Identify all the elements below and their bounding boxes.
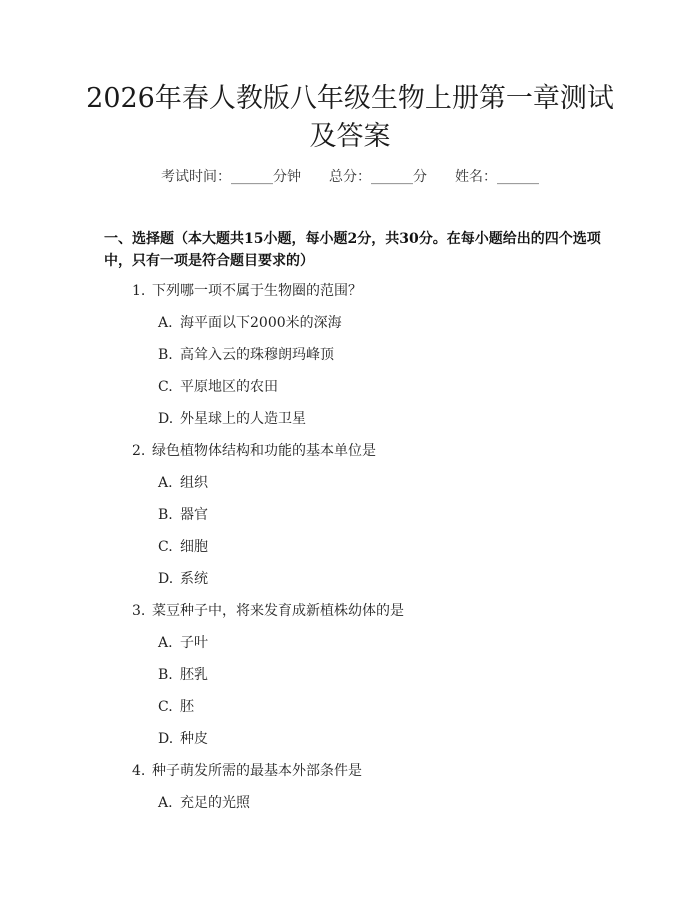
option-text: 外星球上的人造卫星 <box>180 411 306 427</box>
option-text: 海平面以下2000米的深海 <box>180 315 342 331</box>
exam-time-field: 考试时间：______分钟 <box>161 169 301 185</box>
option-letter: D. <box>158 411 174 427</box>
question-3 <box>132 601 404 621</box>
question-number: 2. <box>132 443 146 459</box>
question-text: 绿色植物体结构和功能的基本单位是 <box>152 443 376 459</box>
question-number: 1. <box>132 283 146 299</box>
section-heading: 一、选择题（本大题共15小题，每小题2分，共30分。在每小题给出的四个选项中，只有一项是符合题目要求的） <box>104 231 601 269</box>
question-1 <box>132 281 362 301</box>
option-letter: A. <box>158 635 173 651</box>
option-text: 组织 <box>180 475 208 491</box>
question-text: 下列哪一项不属于生物圈的范围？ <box>152 283 362 299</box>
option-text: 胚乳 <box>180 667 208 683</box>
total-score-field: 总分：______分 <box>329 169 427 185</box>
question-number: 4. <box>132 763 146 779</box>
question-1-option-a <box>158 313 342 333</box>
exam-meta <box>0 167 700 187</box>
question-3-option-d <box>158 729 208 749</box>
question-2-option-b <box>158 505 208 525</box>
question-3-option-a <box>158 633 208 653</box>
option-text: 细胞 <box>180 539 208 555</box>
question-2-option-d <box>158 569 208 589</box>
question-2-option-a <box>158 473 208 493</box>
question-number: 3. <box>132 603 146 619</box>
question-1-option-d <box>158 409 306 429</box>
option-text: 器官 <box>180 507 208 523</box>
option-text: 充足的光照 <box>180 795 250 811</box>
option-letter: B. <box>158 347 173 363</box>
question-1-option-b <box>158 345 334 365</box>
option-letter: A. <box>158 795 173 811</box>
option-letter: C. <box>158 539 173 555</box>
question-3-option-b <box>158 665 208 685</box>
option-letter: D. <box>158 571 174 587</box>
option-letter: C. <box>158 379 173 395</box>
question-2 <box>132 441 376 461</box>
question-4 <box>132 761 362 781</box>
option-text: 胚 <box>180 699 194 715</box>
document-title: 2026年春人教版八年级生物上册第一章测试及答案 <box>86 83 614 152</box>
question-2-option-c <box>158 537 208 557</box>
question-4-option-a <box>158 793 250 813</box>
option-text: 子叶 <box>180 635 208 651</box>
option-letter: C. <box>158 699 173 715</box>
option-text: 高耸入云的珠穆朗玛峰顶 <box>180 347 334 363</box>
question-1-option-c <box>158 377 278 397</box>
option-text: 种皮 <box>180 731 208 747</box>
option-letter: A. <box>158 475 173 491</box>
option-letter: A. <box>158 315 173 331</box>
option-letter: B. <box>158 507 173 523</box>
question-text: 菜豆种子中，将来发育成新植株幼体的是 <box>152 603 404 619</box>
option-text: 系统 <box>180 571 208 587</box>
question-3-option-c <box>158 697 194 717</box>
option-letter: B. <box>158 667 173 683</box>
option-text: 平原地区的农田 <box>180 379 278 395</box>
question-text: 种子萌发所需的最基本外部条件是 <box>152 763 362 779</box>
option-letter: D. <box>158 731 174 747</box>
name-field: 姓名：______ <box>455 169 539 185</box>
